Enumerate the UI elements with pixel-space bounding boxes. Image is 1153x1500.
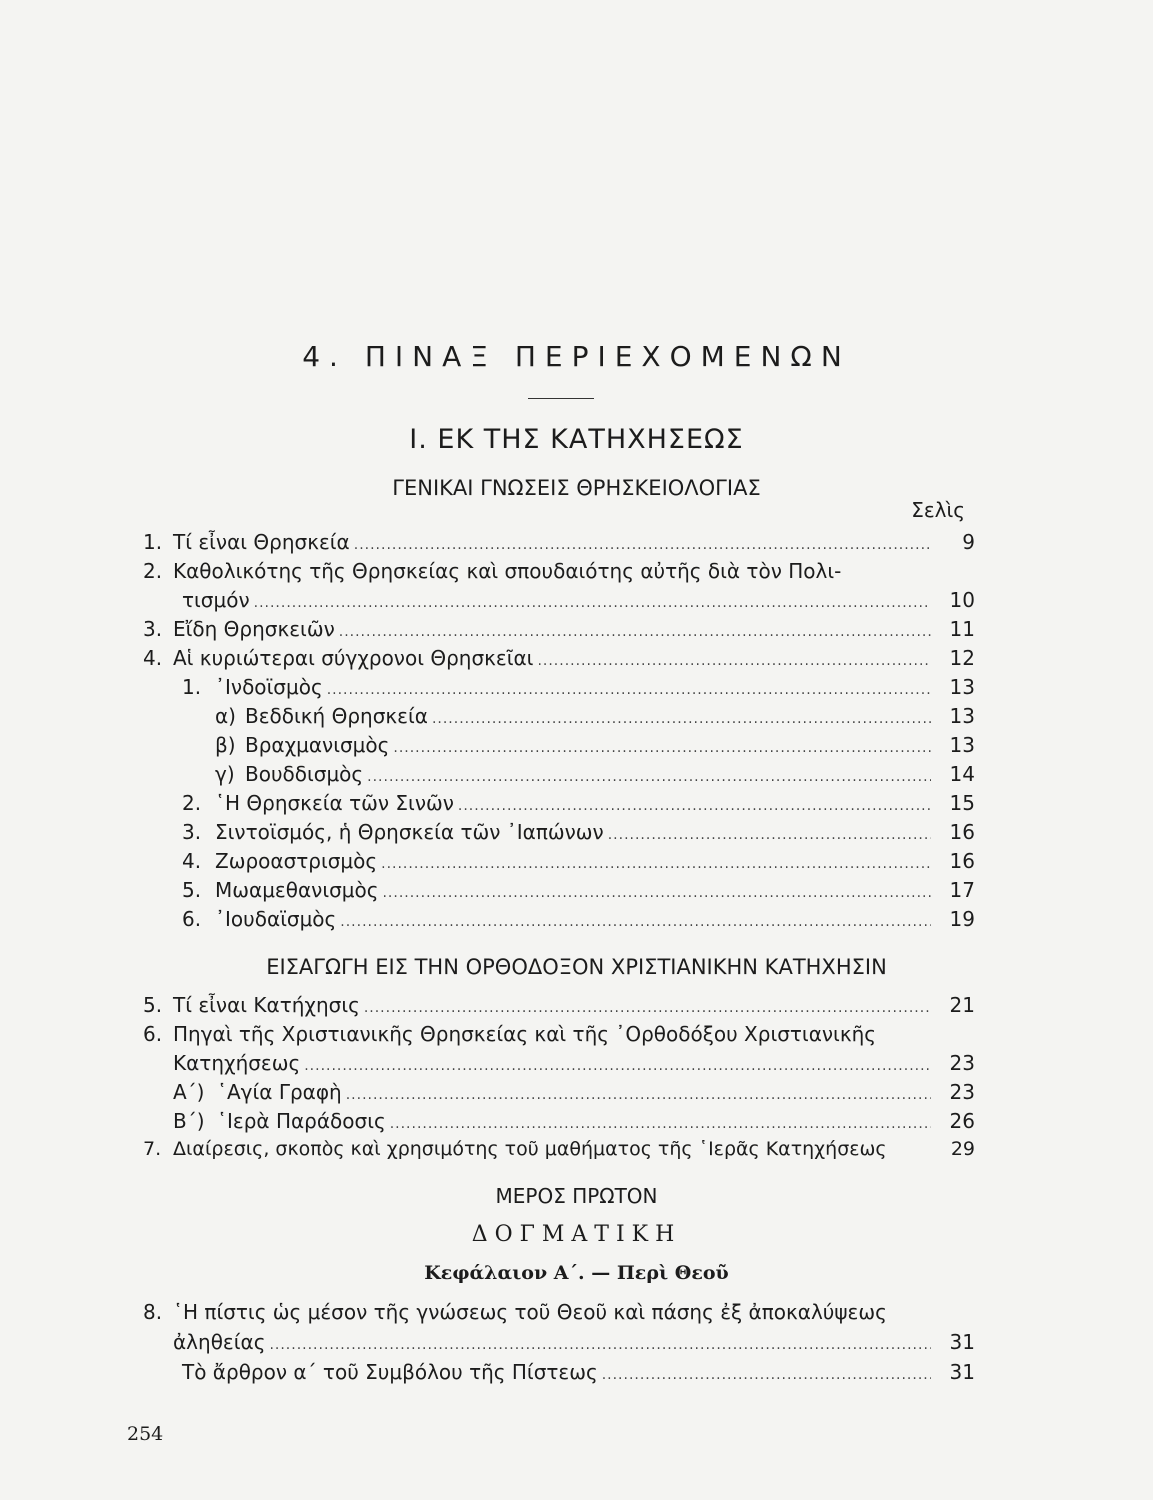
entry-page: 11 xyxy=(949,617,975,641)
entry-page: 10 xyxy=(949,588,975,612)
leader-dots xyxy=(339,624,931,640)
toc-entry xyxy=(143,530,975,560)
page-number: 254 xyxy=(127,1423,164,1445)
entry-text: Διαίρεσις, σκοπὸς καὶ χρησιμότης τοῦ μαθήματος τῆς ῾Ιερᾶς Κατηχήσεως xyxy=(173,1138,887,1160)
section-title: Ι. ΕΚ ΤΗΣ ΚΑΤΗΧΗΣΕΩΣ xyxy=(409,424,744,455)
entry-text: Πηγαὶ τῆς Χριστιανικῆς Θρησκείας καὶ τῆς ᾿Ορθοδόξου Χριστιανικῆς xyxy=(173,1022,877,1046)
entry-page: 14 xyxy=(949,762,975,786)
entry-number: 8. xyxy=(143,1300,163,1324)
entry-number: β) xyxy=(215,733,236,757)
entry-text: ῾Ιερὰ Παράδοσις xyxy=(217,1109,386,1133)
page-title: 4. ΠΙΝΑΞ ΠΕΡΙΕΧΟΜΕΝΩΝ xyxy=(302,340,851,373)
leader-dots xyxy=(381,856,931,872)
subheading-general: ΓΕΝΙΚΑΙ ΓΝΩΣΕΙΣ ΘΡΗΣΚΕΙΟΛΟΓΙΑΣ xyxy=(392,476,761,500)
toc-entry-continuation xyxy=(173,1330,975,1360)
leader-dots xyxy=(390,1116,931,1132)
toc-entry xyxy=(182,1360,975,1390)
entry-number: 6. xyxy=(143,1022,163,1046)
leader-dots xyxy=(602,1367,931,1383)
entry-text: ῾Η Θρησκεία τῶν Σινῶν xyxy=(215,791,454,815)
entry-number: α) xyxy=(215,704,236,728)
entry-page: 19 xyxy=(949,907,975,931)
leader-dots xyxy=(354,537,931,553)
toc-entry-continuation xyxy=(173,1051,975,1081)
toc-entry xyxy=(182,675,975,705)
entry-text: Μωαμεθανισμὸς xyxy=(215,878,379,902)
entry-page: 17 xyxy=(949,878,975,902)
entry-number: 4. xyxy=(143,646,163,670)
entry-page: 9 xyxy=(962,530,975,554)
toc-entry xyxy=(215,733,975,763)
entry-number: Β΄) xyxy=(173,1109,205,1133)
toc-entry xyxy=(215,704,975,734)
entry-text: Κατηχήσεως xyxy=(173,1051,301,1075)
entry-text: ῾Η πίστις ὡς μέσον τῆς γνώσεως τοῦ Θεοῦ καὶ πάσης ἐξ ἀποκαλύψεως xyxy=(173,1300,887,1324)
toc-entry xyxy=(182,878,975,908)
entry-number: 5. xyxy=(143,993,163,1017)
entry-page: 13 xyxy=(949,733,975,757)
entry-text: Ζωροαστρισμὸς xyxy=(215,849,378,873)
entry-page: 15 xyxy=(949,791,975,815)
entry-text: Τί εἶναι Θρησκεία xyxy=(173,530,350,554)
entry-text: Εἴδη Θρησκειῶν xyxy=(173,617,335,641)
toc-entry xyxy=(215,762,975,792)
leader-dots xyxy=(367,769,931,785)
entry-text: Βουδδισμὸς xyxy=(245,762,364,786)
leader-dots xyxy=(393,740,931,756)
leader-dots xyxy=(269,1337,931,1353)
toc-entry xyxy=(143,559,975,589)
toc-entry xyxy=(182,820,975,850)
leader-dots xyxy=(304,1058,931,1074)
entry-text: Σιντοϊσμός, ἡ Θρησκεία τῶν ᾿Ιαπώνων xyxy=(215,820,604,844)
entry-text: Βεδδική Θρησκεία xyxy=(245,704,428,728)
entry-number: 1. xyxy=(182,675,202,699)
entry-page: 21 xyxy=(949,993,975,1017)
entry-number: 3. xyxy=(182,820,202,844)
chapter-heading: Κεφάλαιον Α΄. — Περὶ Θεοῦ xyxy=(424,1262,729,1284)
entry-number: 2. xyxy=(182,791,202,815)
page-column-label: Σελὶς xyxy=(911,498,965,522)
entry-number: 7. xyxy=(143,1138,162,1160)
part-heading: ΜΕΡΟΣ ΠΡΩΤΟΝ xyxy=(495,1184,658,1208)
entry-number: 4. xyxy=(182,849,202,873)
toc-entry xyxy=(182,791,975,821)
entry-page: 31 xyxy=(949,1360,975,1384)
entry-page: 12 xyxy=(949,646,975,670)
toc-entry xyxy=(143,1300,975,1330)
toc-entry xyxy=(182,907,975,937)
entry-page: 13 xyxy=(949,675,975,699)
entry-page: 23 xyxy=(949,1080,975,1104)
entry-text: ᾿Ιουδαϊσμὸς xyxy=(215,907,337,931)
part-title: ΔΟΓΜΑΤΙΚΗ xyxy=(471,1222,682,1247)
toc-entry xyxy=(173,1109,975,1139)
toc-entry-continuation xyxy=(182,588,975,618)
entry-page: 31 xyxy=(949,1330,975,1354)
entry-number: 1. xyxy=(143,530,163,554)
entry-page: 29 xyxy=(950,1138,975,1160)
entry-page: 13 xyxy=(949,704,975,728)
entry-text: ᾿Ινδοϊσμὸς xyxy=(215,675,323,699)
entry-page: 16 xyxy=(949,820,975,844)
toc-entry xyxy=(173,1080,975,1110)
entry-text: Τὸ ἄρθρον α΄ τοῦ Συμβόλου τῆς Πίστεως xyxy=(182,1360,598,1384)
entry-page: 23 xyxy=(949,1051,975,1075)
entry-page: 16 xyxy=(949,849,975,873)
leader-dots xyxy=(346,1087,931,1103)
toc-entry xyxy=(143,617,975,647)
leader-dots xyxy=(327,682,931,698)
toc-entry xyxy=(182,849,975,879)
toc-entry xyxy=(143,993,975,1023)
entry-text: Τί εἶναι Κατήχησις xyxy=(173,993,360,1017)
leader-dots xyxy=(364,1000,931,1016)
entry-text: ῾Αγία Γραφὴ xyxy=(217,1080,342,1104)
toc-entry xyxy=(143,1138,975,1168)
toc-entry xyxy=(143,646,975,676)
leader-dots xyxy=(254,595,931,611)
entry-text: Αἱ κυριώτεραι σύγχρονοι Θρησκεῖαι xyxy=(173,646,534,670)
entry-number: 3. xyxy=(143,617,163,641)
leader-dots xyxy=(340,914,931,930)
leader-dots xyxy=(432,711,931,727)
entry-text: Καθολικότης τῆς Θρησκείας καὶ σπουδαιότης αὐτῆς διὰ τὸν Πολι- xyxy=(173,559,842,583)
leader-dots xyxy=(537,653,931,669)
title-rule xyxy=(528,398,594,399)
entry-page: 26 xyxy=(949,1109,975,1133)
entry-text: Βραχμανισμὸς xyxy=(245,733,390,757)
leader-dots xyxy=(382,885,931,901)
leader-dots xyxy=(608,827,931,843)
entry-number: 2. xyxy=(143,559,163,583)
entry-number: 6. xyxy=(182,907,202,931)
entry-text: ἀληθείας xyxy=(173,1330,266,1354)
entry-text: τισμόν xyxy=(182,588,250,612)
leader-dots xyxy=(458,798,931,814)
entry-number: 5. xyxy=(182,878,202,902)
subheading-introduction: ΕΙΣΑΓΩΓΗ ΕΙΣ ΤΗΝ ΟΡΘΟΔΟΞΟΝ ΧΡΙΣΤΙΑΝΙΚΗΝ ΚΑΤΗΧΗΣΙΝ xyxy=(266,955,887,979)
entry-number: γ) xyxy=(215,762,235,786)
toc-entry xyxy=(143,1022,975,1052)
entry-number: Α΄) xyxy=(173,1080,205,1104)
